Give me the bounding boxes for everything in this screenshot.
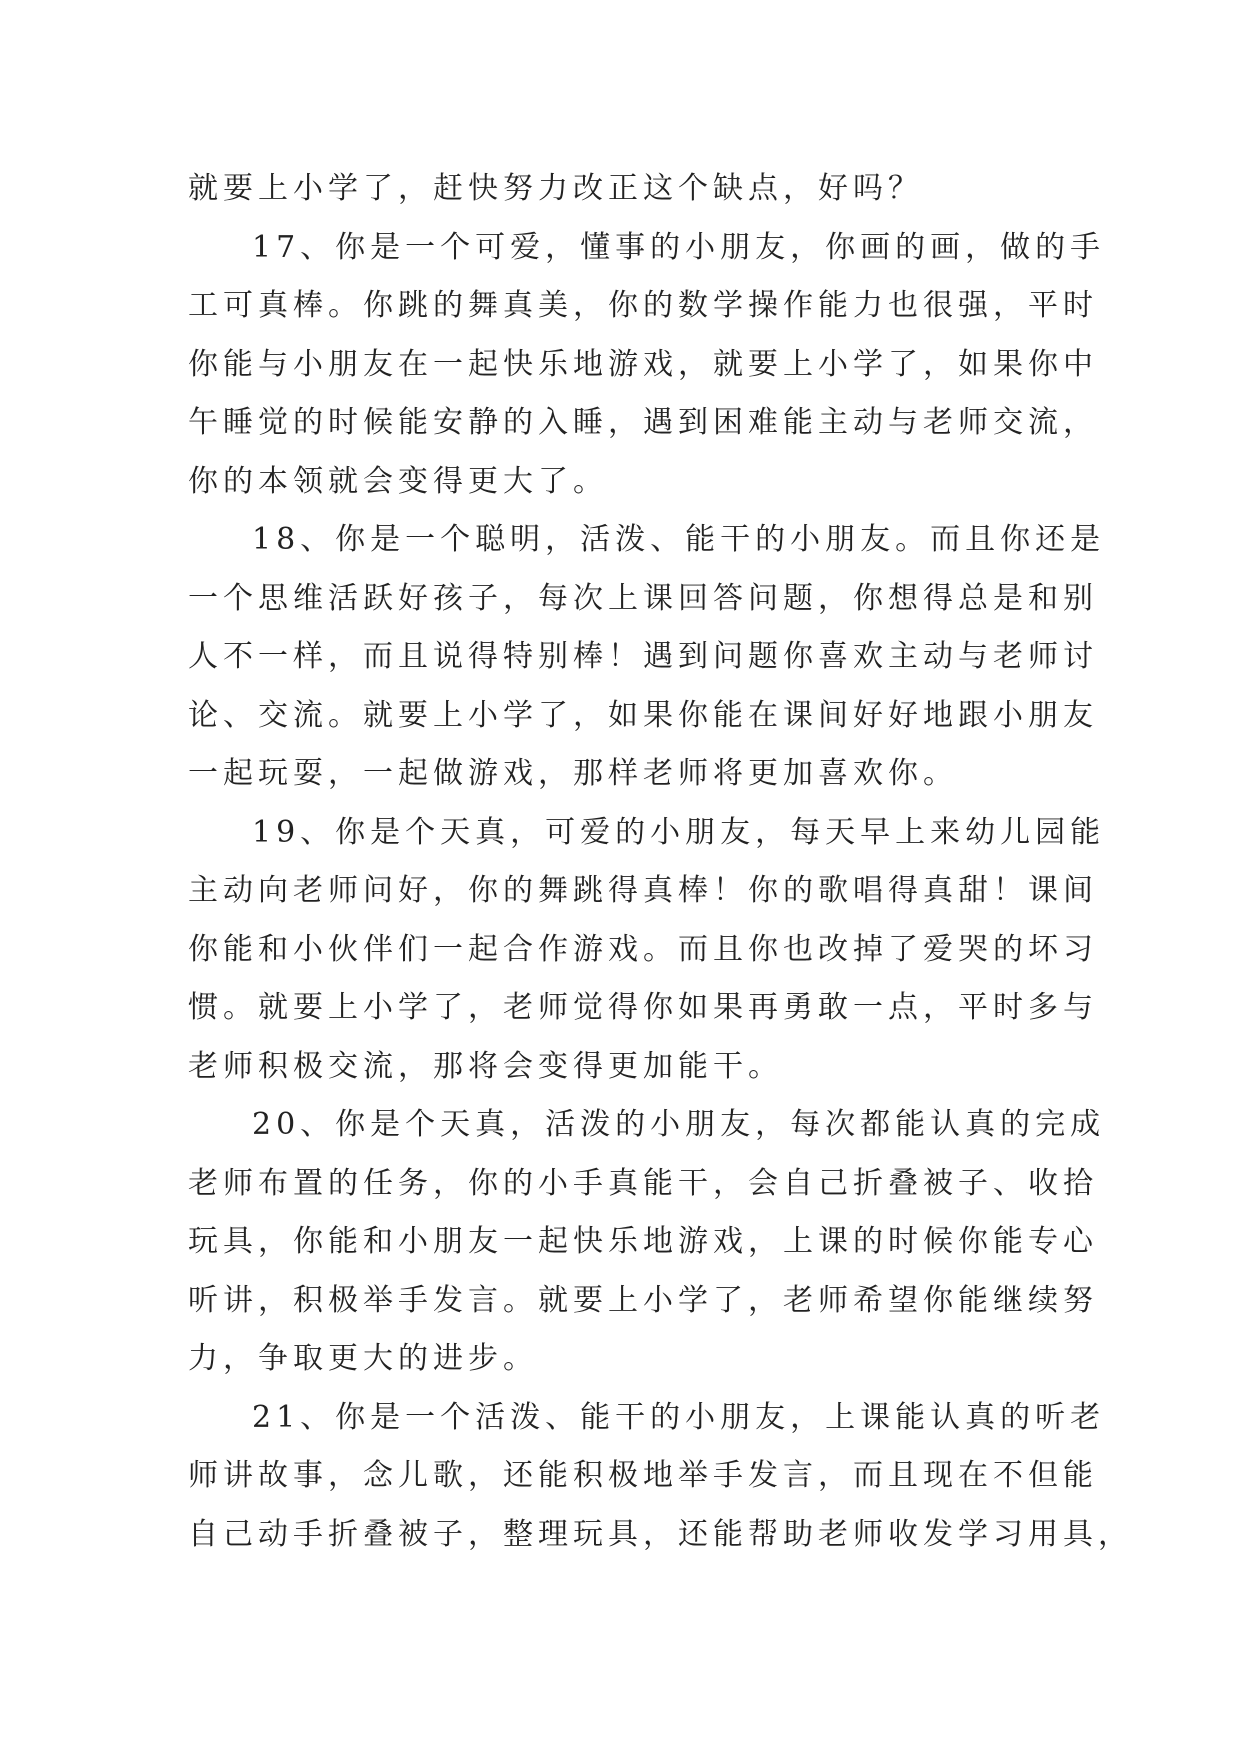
paragraph-19-start: 19、你是个天真，可爱的小朋友，每天早上来幼儿园能 <box>252 814 1106 850</box>
text-line: 你能与小朋友在一起快乐地游戏，就要上小学了，如果你中 <box>188 346 1098 382</box>
text-line: 就要上小学了，赶快努力改正这个缺点，好吗？ <box>188 171 923 206</box>
text-line: 论、交流。就要上小学了，如果你能在课间好好地跟小朋友 <box>188 697 1098 733</box>
paragraph-21-start: 21、你是一个活泼、能干的小朋友，上课能认真的听老 <box>252 1399 1106 1435</box>
text-line: 人不一样，而且说得特别棒！遇到问题你喜欢主动与老师讨 <box>188 639 1098 674</box>
paragraph-18-start: 18、你是一个聪明，活泼、能干的小朋友。而且你还是 <box>252 522 1106 557</box>
paragraph-17-start: 17、你是一个可爱，懂事的小朋友，你画的画，做的手 <box>252 229 1106 265</box>
text-line: 老师积极交流，那将会变得更加能干。 <box>188 1048 783 1084</box>
text-line: 惯。就要上小学了，老师觉得你如果再勇敢一点，平时多与 <box>188 990 1098 1025</box>
text-line: 听讲，积极举手发言。就要上小学了，老师希望你能继续努 <box>188 1282 1098 1318</box>
text-line: 工可真棒。你跳的舞真美，你的数学操作能力也很强，平时 <box>188 288 1098 323</box>
text-line: 玩具，你能和小朋友一起快乐地游戏，上课的时候你能专心 <box>188 1224 1098 1259</box>
document-body <box>188 160 1133 1564</box>
text-line: 自己动手折叠被子，整理玩具，还能帮助老师收发学习用具， <box>188 1516 1133 1552</box>
text-line: 你能和小伙伴们一起合作游戏。而且你也改掉了爱哭的坏习 <box>188 931 1098 967</box>
text-line: 主动向老师问好，你的舞跳得真棒！你的歌唱得真甜！课间 <box>188 873 1098 908</box>
paragraph-20-start: 20、你是个天真，活泼的小朋友，每次都能认真的完成 <box>252 1107 1106 1142</box>
text-line: 师讲故事，念儿歌，还能积极地举手发言，而且现在不但能 <box>188 1458 1098 1493</box>
text-line: 老师布置的任务，你的小手真能干，会自己折叠被子、收拾 <box>188 1165 1098 1201</box>
text-line: 一个思维活跃好孩子，每次上课回答问题，你想得总是和别 <box>188 580 1098 616</box>
text-line: 午睡觉的时候能安静的入睡，遇到困难能主动与老师交流， <box>188 405 1098 440</box>
text-line: 一起玩耍，一起做游戏，那样老师将更加喜欢你。 <box>188 756 958 791</box>
text-line: 你的本领就会变得更大了。 <box>188 463 608 499</box>
text-line: 力，争取更大的进步。 <box>188 1341 538 1376</box>
